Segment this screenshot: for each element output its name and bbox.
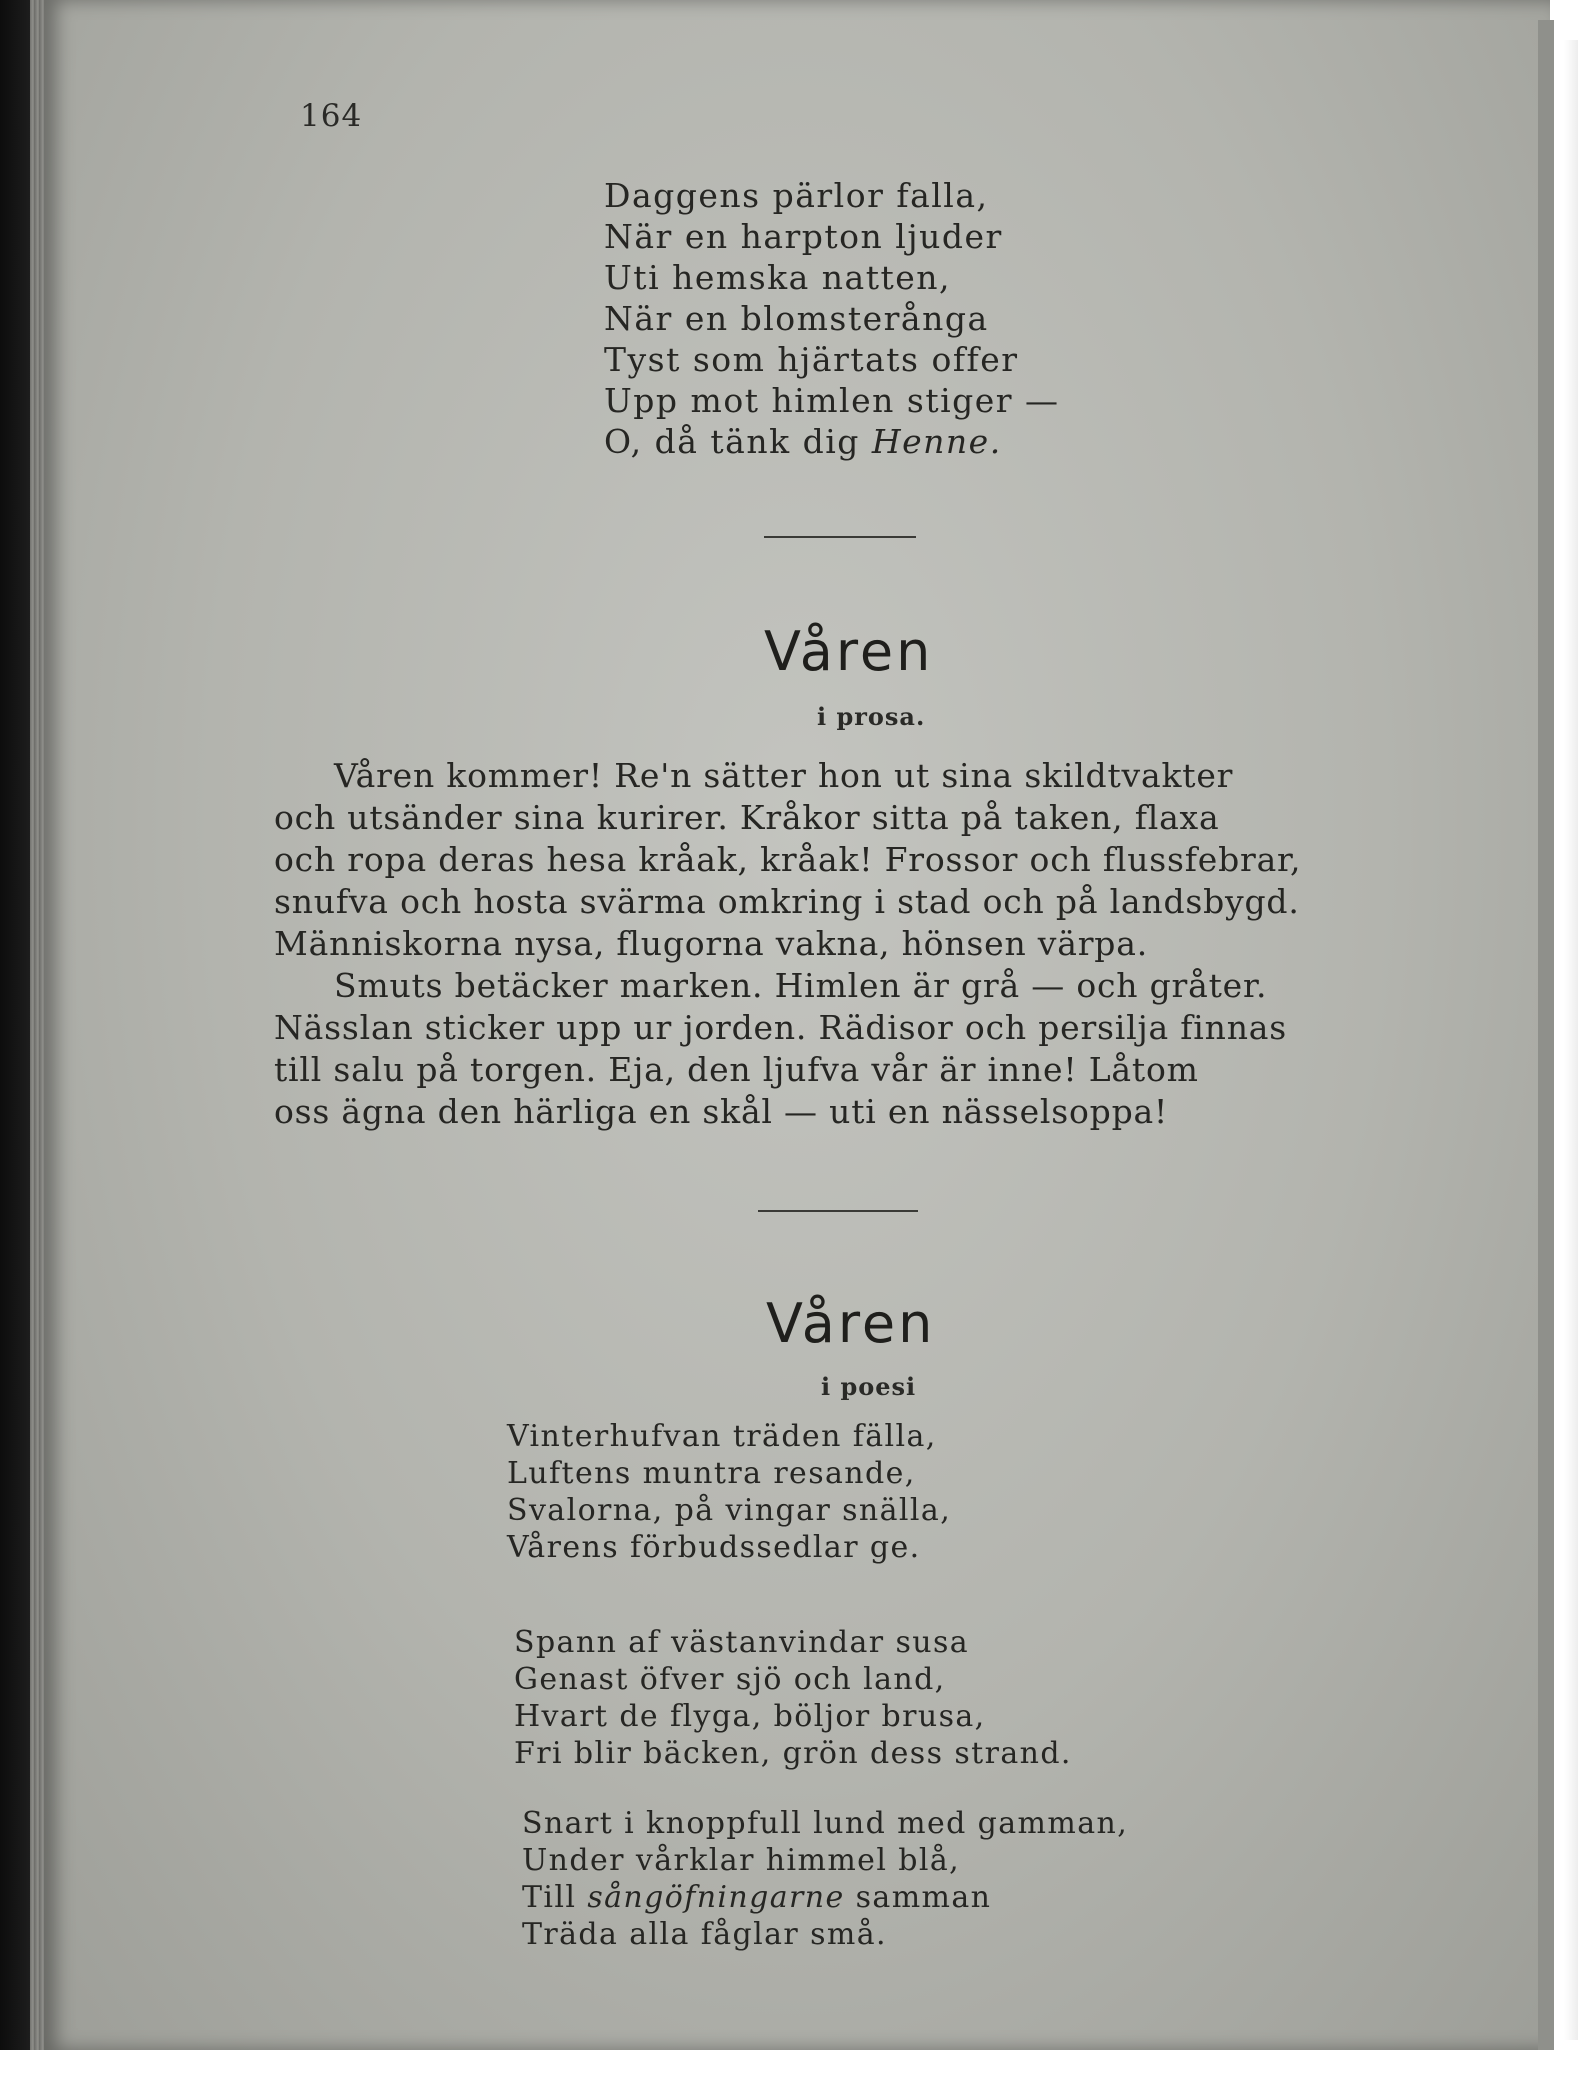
- section-subtitle-poesi: i poesi: [821, 1372, 917, 1401]
- prose-line: Smuts betäcker marken. Himlen är grå — och gråter.: [334, 966, 1268, 1005]
- prose-line: Nässlan sticker upp ur jorden. Rädisor och persilja finnas: [274, 1008, 1287, 1047]
- poem-line: Snart i knoppfull lund med gamman,: [522, 1806, 1129, 1841]
- prose-line: och utsänder sina kurirer. Kråkor sitta på taken, flaxa: [274, 798, 1220, 837]
- section-title-prosa: Våren: [764, 620, 934, 683]
- poem-line-last: [604, 421, 1060, 462]
- section-subtitle-prosa: i prosa.: [817, 702, 926, 731]
- poem-line: Tyst som hjärtats offer: [604, 340, 1019, 379]
- prose-line: Våren kommer! Re'n sätter hon ut sina skildtvakter: [334, 756, 1234, 795]
- poem-stanza-2: [514, 1624, 1072, 1772]
- poem-stanza-3: [522, 1805, 1128, 1953]
- prose-line: och ropa deras hesa kråak, kråak! Frossor och flussfebrar,: [274, 840, 1302, 879]
- bottom-margin: [0, 2050, 1578, 2079]
- poem-line: Vårens förbudssedlar ge.: [507, 1530, 921, 1565]
- poem-line-prefix: O, då tänk dig: [604, 422, 872, 461]
- poem-line: Under vårklar himmel blå,: [522, 1843, 961, 1878]
- top-poem: [604, 175, 1060, 462]
- poem-line: Hvart de flyga, böljor brusa,: [514, 1699, 986, 1734]
- section-divider: [758, 1210, 918, 1212]
- poem-line-prefix: Till: [522, 1880, 588, 1915]
- prose-line: snufva och hosta svärma omkring i stad och på landsbygd.: [274, 882, 1300, 921]
- prose-line: till salu på torgen. Eja, den ljufva vår är inne! Låtom: [274, 1050, 1199, 1089]
- book-page: [44, 0, 1550, 2050]
- prose-paragraph: [274, 755, 1514, 1133]
- poem-line: Uti hemska natten,: [604, 258, 952, 297]
- prose-line: oss ägna den härliga en skål — uti en nässelsoppa!: [274, 1092, 1169, 1131]
- poem-line: Spann af västanvindar susa: [514, 1625, 970, 1660]
- poem-line: [522, 1879, 1128, 1916]
- poem-line: Fri blir bäcken, grön dess strand.: [514, 1736, 1072, 1771]
- page-right-edge: [1538, 20, 1554, 2060]
- section-divider: [764, 536, 916, 538]
- poem-line: Daggens pärlor falla,: [604, 176, 989, 215]
- poem-line: Genast öfver sjö och land,: [514, 1662, 946, 1697]
- poem-line: Luftens muntra resande,: [507, 1456, 916, 1491]
- page-shadow: [1564, 40, 1578, 2040]
- poem-line: När en blomsterånga: [604, 299, 989, 338]
- poem-line: Träda alla fåglar små.: [522, 1917, 887, 1952]
- poem-line: När en harpton ljuder: [604, 217, 1003, 256]
- poem-line-italic: sångöfningarne: [587, 1880, 845, 1915]
- poem-line: Svalorna, på vingar snälla,: [507, 1493, 952, 1528]
- poem-line-italic: Henne.: [871, 422, 1002, 461]
- poem-line: Vinterhufvan träden fälla,: [507, 1419, 937, 1454]
- poem-stanza-1: [507, 1418, 951, 1566]
- poem-line-suffix: samman: [844, 1880, 992, 1915]
- prose-line: Människorna nysa, flugorna vakna, hönsen värpa.: [274, 924, 1148, 963]
- section-title-poesi: Våren: [766, 1292, 936, 1355]
- poem-line: Upp mot himlen stiger —: [604, 381, 1060, 420]
- page-number: 164: [300, 98, 363, 134]
